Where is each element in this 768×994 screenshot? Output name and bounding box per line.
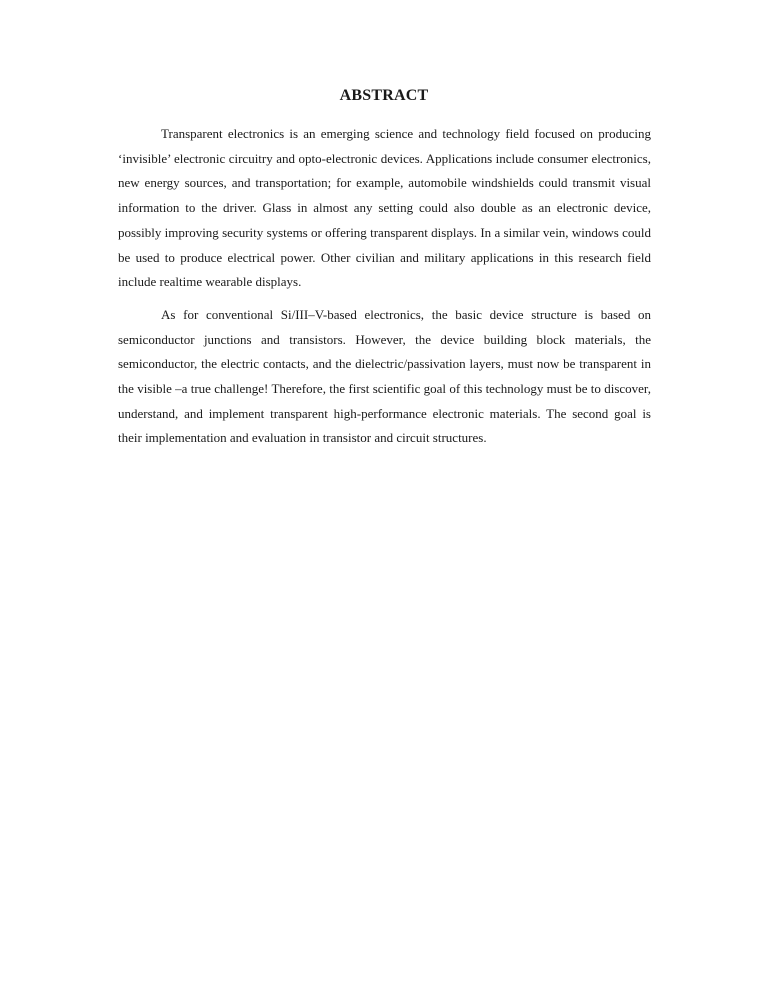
abstract-paragraph-1: Transparent electronics is an emerging science and technology field focused on producing ‘invisible’ electronic circuitry and opto-electronic devices. Applications include consumer electronics, new energy sources, and transportation; for example, automobile windshields could transmit visual information to the driver. Glass in almost any setting could also double as an electronic device, possibly improving security systems or offering transparent displays. In a similar vein, windows could be used to produce electrical power. Other civilian and military applications in this research field include realtime wearable displays.	[118, 126, 651, 290]
abstract-paragraph-2: As for conventional Si/III–V-based electronics, the basic device structure is based on semiconductor junctions and transistors. However, the device building block materials, the semiconductor, the electric contacts, and the dielectric/passivation layers, must now be transparent in the visible –a true challenge! Therefore, the first scientific goal of this technology must be to discover, understand, and implement transparent high-performance electronic materials. The second goal is their implementation and evaluation in transistor and circuit structures.	[118, 306, 651, 446]
abstract-heading: ABSTRACT	[339, 87, 429, 104]
abstract-body	[118, 122, 651, 459]
